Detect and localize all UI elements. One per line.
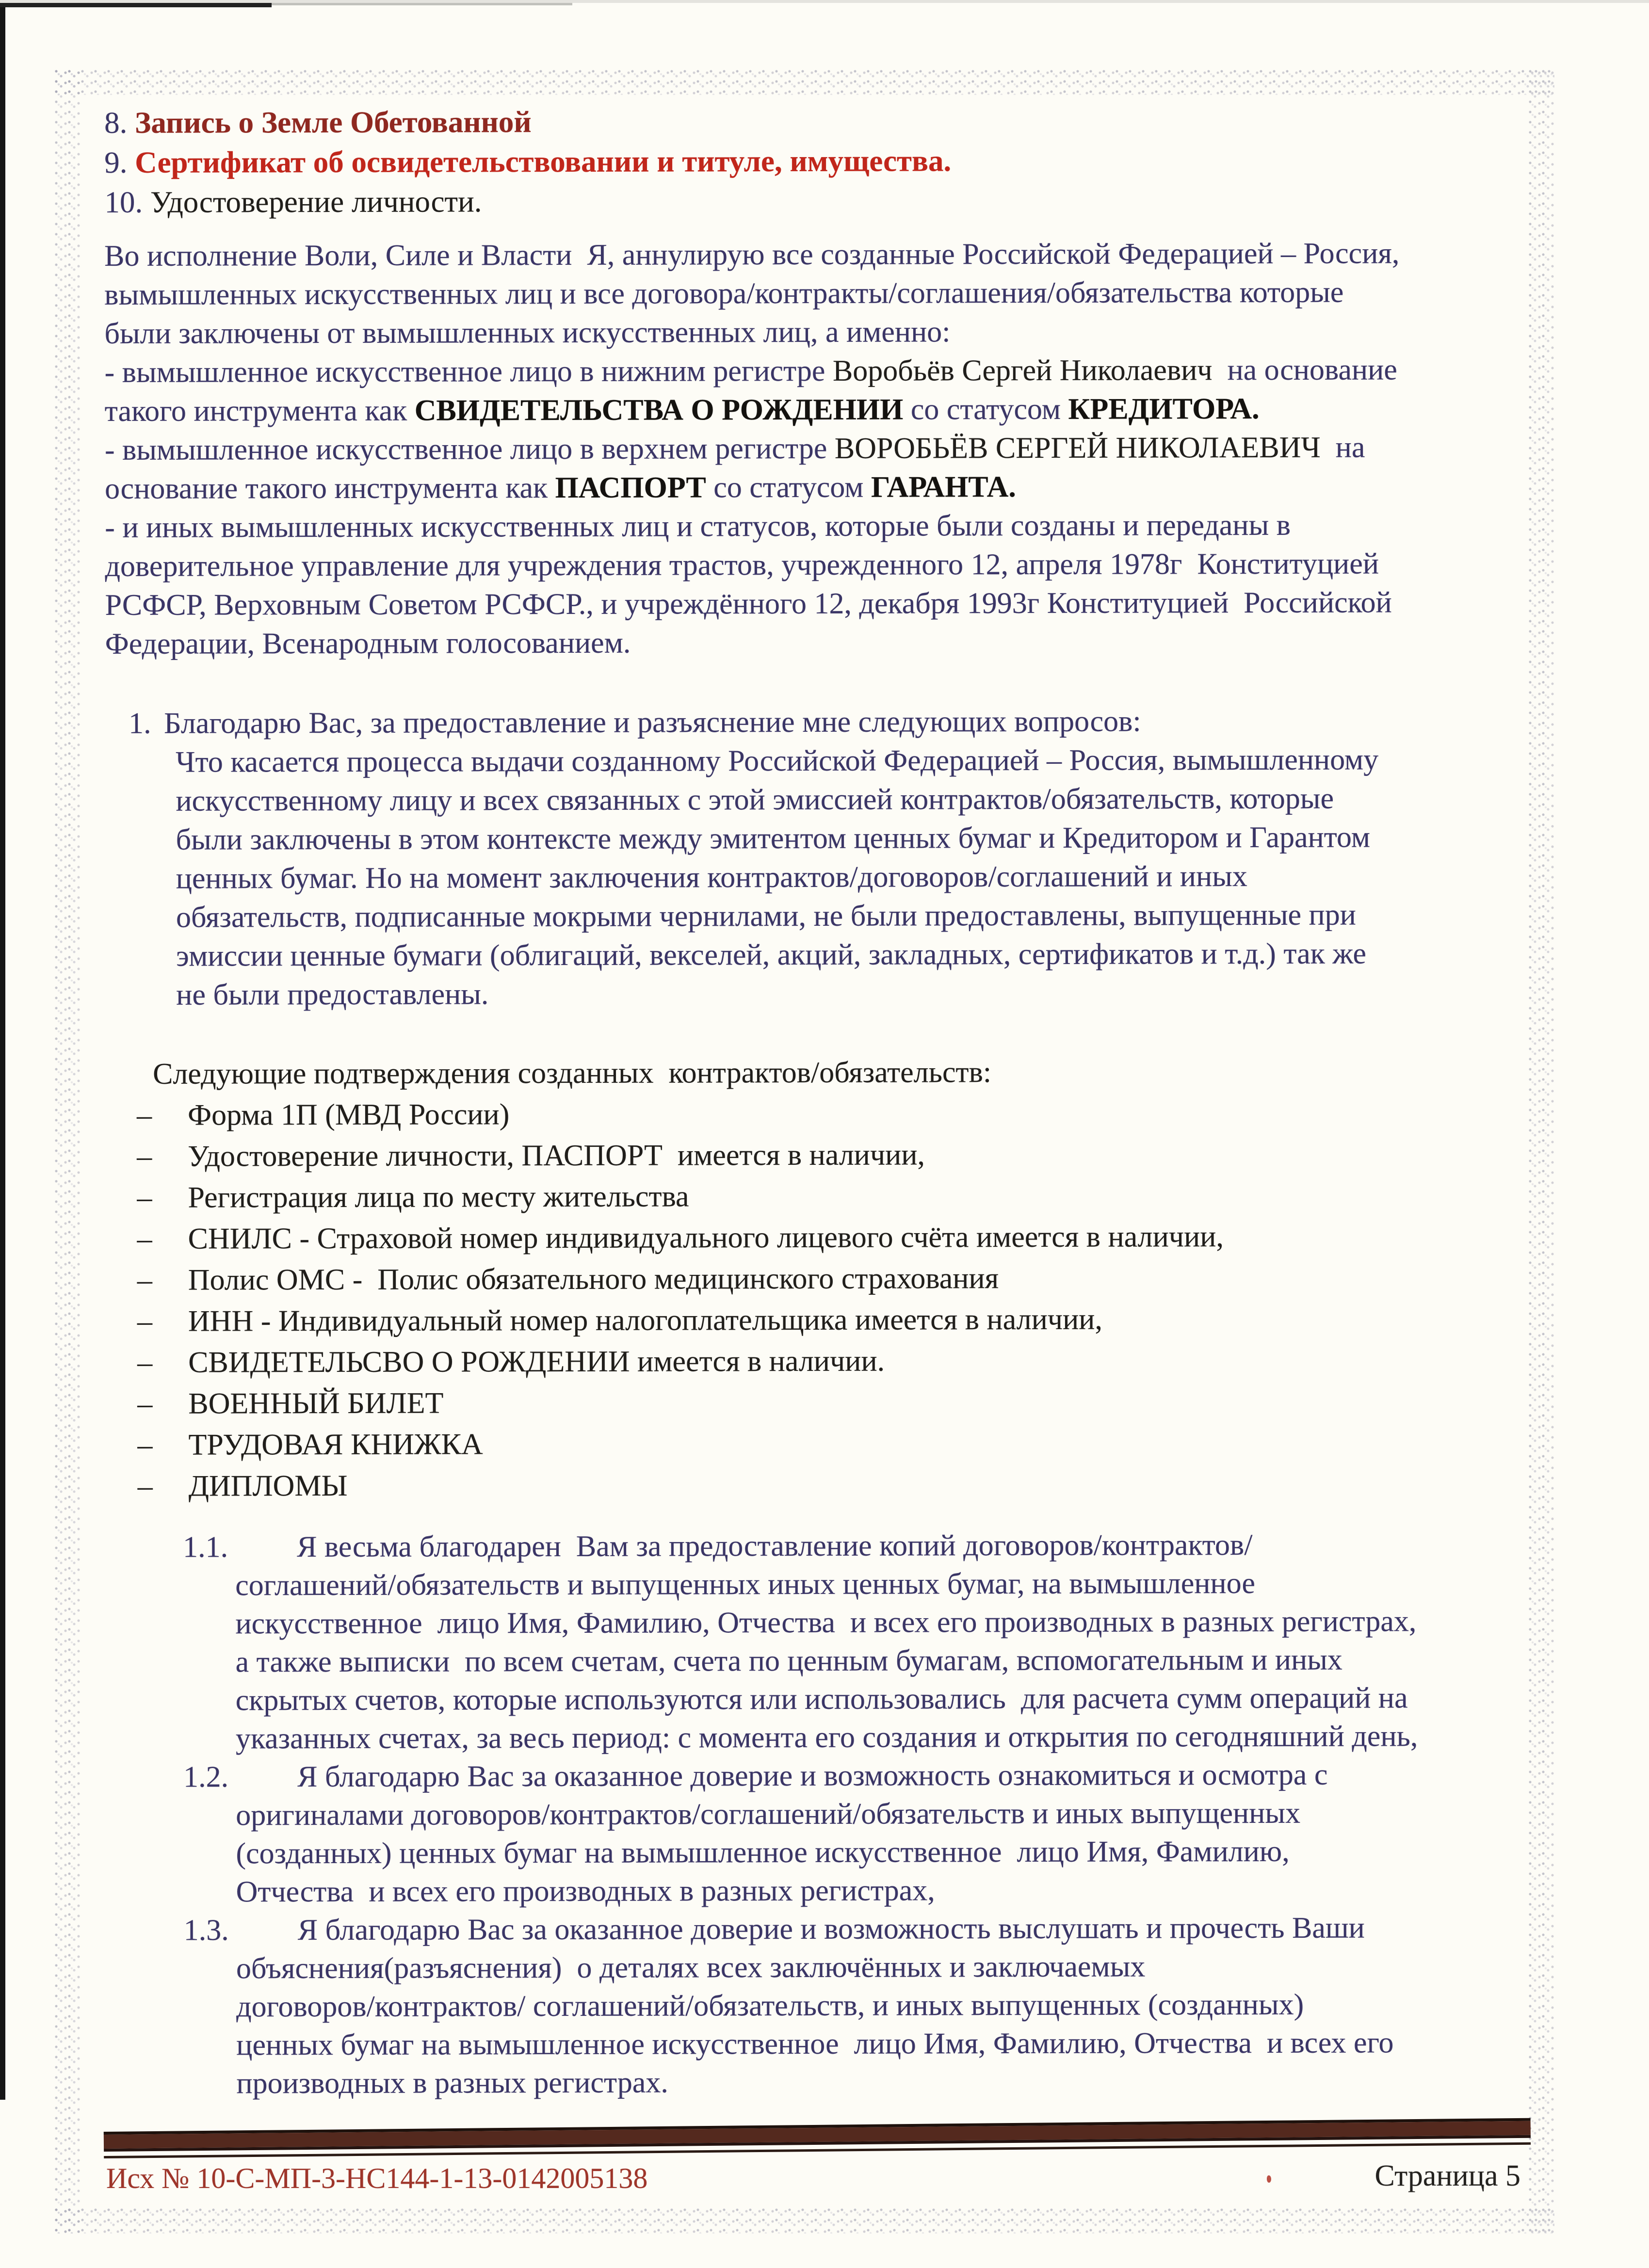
text-segment: искусственное лицо Имя, Фамилию, Отчества и всех его производных в разных регистрах, <box>235 1605 1417 1641</box>
text-segment: ценных бумаг. Но на момент заключения контрактов/договоров/соглашений и иных <box>176 860 1247 895</box>
text-segment: Удостоверение личности. <box>150 184 482 219</box>
sub-item-number: 1.1. <box>183 1530 228 1564</box>
heading-line <box>104 179 1569 222</box>
body-line <box>105 818 1569 859</box>
body-line <box>104 273 1569 314</box>
body-line <box>105 505 1569 547</box>
text-segment: эмиссии ценные бумаги (облигаций, векселей, акций, закладных, сертификатов и т.д.) так же <box>176 937 1366 973</box>
sub-item-line <box>104 1564 1569 1605</box>
list-item <box>104 1133 1569 1177</box>
decorative-border-left <box>54 69 81 2234</box>
decorative-border-bottom <box>54 2207 1554 2234</box>
body-line <box>105 895 1569 937</box>
intro-paragraph <box>104 234 1570 663</box>
text-segment: Форма 1П (МВД России) <box>188 1098 510 1132</box>
confirmations-header <box>104 1052 1569 1094</box>
body-line <box>105 389 1569 431</box>
text-segment: 9. <box>104 145 135 179</box>
body-line <box>104 234 1569 275</box>
text-segment: вымышленных искусственных лиц и все договора/контракты/соглашения/обязательства которые <box>104 275 1344 311</box>
text-segment: со статусом <box>706 470 871 504</box>
sub-item-line <box>105 1909 1570 1950</box>
text-segment: 10. <box>104 185 151 219</box>
list-item <box>105 1298 1569 1342</box>
text-segment: - вымышленное искусственное лицо в нижним регистре <box>104 354 833 389</box>
text-segment: - вымышленное искусственное лицо в верхнем регистре <box>104 432 835 466</box>
text-segment: Отчества и всех его производных в разных регистрах, <box>236 1874 935 1909</box>
text-segment: ценных бумаг на вымышленное искусственное лицо Имя, Фамилию, Отчества и всех его <box>236 2026 1394 2062</box>
text-segment: ПАСПОРТ <box>555 471 706 505</box>
bullet-dash: – <box>137 1263 152 1297</box>
text-segment: 8. <box>104 105 135 140</box>
text-segment: КРЕДИТОРА. <box>1068 392 1260 426</box>
list-item <box>105 1381 1569 1425</box>
page-number: Страница 5 <box>1374 2159 1520 2192</box>
bullet-dash: – <box>137 1428 153 1462</box>
text-segment: Удостоверение личности, ПАСПОРТ имеется в наличии, <box>188 1138 925 1173</box>
list-item <box>104 1092 1569 1136</box>
list-item <box>104 1174 1569 1219</box>
text-segment: Полис ОМС - Полис обязательного медицинского страхования <box>188 1262 999 1297</box>
bullet-dash: – <box>137 1387 153 1420</box>
text-segment: ГАРАНТА. <box>871 470 1016 504</box>
text-segment: указанных счетах, за весь период: с момента его создания и открытия по сегодняшний день, <box>235 1720 1418 1755</box>
list-item <box>105 1339 1569 1383</box>
list-number: 1. <box>129 707 151 740</box>
ink-speck <box>1267 2175 1271 2183</box>
text-segment: РСФСР, Верховным Советом РСФСР., и учреждённого 12, декабря 1993г Конституцией Российской <box>105 586 1392 622</box>
bullet-dash: – <box>137 1222 152 1255</box>
text-segment: ДИПЛОМЫ <box>188 1469 348 1503</box>
sub-item-number: 1.3. <box>183 1914 229 1947</box>
body-line <box>105 583 1570 625</box>
bullet-dash: – <box>137 1469 153 1503</box>
text-segment: не были предоставлены. <box>176 978 489 1012</box>
text-segment: были заключены в этом контексте между эмитентом ценных бумаг и Кредитором и Гарантом <box>176 820 1371 856</box>
text-segment: Запись о Земле Обетованной <box>135 105 532 140</box>
text-segment: искусственному лицу и всех связанных с этой эмиссией контрактов/обязательств, которые <box>176 782 1334 818</box>
sub-item-number: 1.2. <box>183 1760 229 1794</box>
text-segment: Воробьёв Сергей Николаевич <box>832 354 1212 387</box>
footer-rule <box>104 2118 1531 2158</box>
text-segment: обязательств, подписанные мокрыми чернилами, не были предоставлены, выпущенные при <box>176 898 1357 934</box>
text-segment: ТРУДОВАЯ КНИЖКА <box>188 1428 483 1462</box>
sub-item-line <box>105 2024 1570 2065</box>
text-segment: такого инструмента как <box>104 394 415 428</box>
document-header-list <box>104 100 1569 222</box>
sub-item-line <box>105 1679 1569 1720</box>
body-line <box>105 544 1569 586</box>
text-segment: ВОЕННЫЙ БИЛЕТ <box>188 1386 444 1420</box>
body-line <box>104 740 1569 782</box>
text-segment: производных в разных регистрах. <box>236 2066 668 2100</box>
sub-items-block <box>104 1526 1570 2103</box>
body-line <box>105 428 1569 469</box>
text-segment: доверительное управление для учреждения трастов, учрежденного 12, апреля 1978г Конституцией <box>105 547 1379 583</box>
list-item <box>105 1422 1569 1466</box>
body-line <box>104 701 1569 743</box>
text-segment: объяснения(разъяснения) о деталях всех заключённых и заключаемых <box>236 1950 1146 1985</box>
text-segment: а также выписки по всем счетам, счета по ценным бумагам, вспомогательным и иных <box>235 1643 1342 1679</box>
sub-item-line <box>105 1832 1569 1873</box>
bullet-dash: – <box>137 1140 152 1173</box>
body-line <box>105 934 1569 976</box>
text-segment: ВОРОБЬЁВ СЕРГЕЙ НИКОЛАЕВИЧ <box>834 431 1321 465</box>
sub-item-line <box>105 1947 1570 1988</box>
body-line <box>105 350 1569 392</box>
scan-edge-top <box>0 0 1649 3</box>
text-segment: Федерации, Всенародным голосованием. <box>105 626 631 660</box>
body-line <box>104 779 1569 820</box>
text-segment: Сертификат об освидетельствовании и титуле, имущества. <box>135 144 952 179</box>
outgoing-number: Исх № 10-С-МП-3-НС144-1-13-0142005138 <box>106 2162 648 2194</box>
text-segment: - и иных вымышленных искусственных лиц и статусов, которые были созданы и переданы в <box>105 508 1291 544</box>
body-line <box>104 311 1569 353</box>
text-segment: Я весьма благодарен Вам за предоставление копий договоров/контрактов/ <box>297 1528 1253 1564</box>
sub-item-line <box>104 1602 1569 1643</box>
decorative-border-top <box>54 69 1554 95</box>
sub-item-line <box>104 1526 1569 1567</box>
sub-item-line <box>105 1870 1569 1912</box>
text-segment: договоров/контрактов/ соглашений/обязательств, и иных выпущенных (созданных) <box>236 1988 1304 2024</box>
sub-item-line <box>105 1755 1569 1797</box>
sub-item-line <box>105 1717 1569 1758</box>
confirmations-header-line <box>104 1052 1569 1094</box>
text-segment: Следующие подтверждения созданных контрактов/обязательств: <box>153 1056 992 1091</box>
sub-item-line <box>104 1641 1569 1682</box>
text-segment: СВИДЕТЕЛЬСТВА О РОЖДЕНИИ <box>414 393 904 427</box>
footer <box>0 2159 1649 2201</box>
sub-item-line <box>105 2062 1570 2103</box>
text-segment: со статусом <box>903 392 1068 426</box>
text-segment: СВИДЕТЕЛЬСВО О РОЖДЕНИИ имеется в наличии. <box>188 1344 885 1379</box>
text-segment: соглашений/обязательств и выпущенных иных ценных бумаг, на вымышленное <box>235 1567 1256 1602</box>
text-segment: Регистрация лица по месту жительства <box>188 1180 689 1214</box>
body-line <box>105 973 1569 1014</box>
text-segment: на основание <box>1212 353 1397 387</box>
heading-line <box>104 140 1569 182</box>
text-segment: основание такого инструмента как <box>105 471 555 505</box>
sub-item-line <box>105 1794 1569 1835</box>
text-segment: СНИЛС - Страховой номер индивидуального лицевого счёта имеется в наличии, <box>188 1220 1224 1255</box>
text-segment: Во исполнение Воли, Силе и Власти Я, аннулирую все созданные Российской Федерацией – Россия, <box>104 237 1400 273</box>
text-segment: оригиналами договоров/контрактов/соглашений/обязательств и иных выпущенных <box>236 1796 1301 1832</box>
heading-line <box>104 100 1569 143</box>
text-segment: (созданных) ценных бумаг на вымышленное искусственное лицо Имя, Фамилию, <box>236 1834 1290 1870</box>
sub-item-line <box>105 1985 1570 2027</box>
text-segment: Благодарю Вас, за предоставление и разъяснение мне следующих вопросов: <box>164 705 1141 740</box>
body-line <box>105 622 1570 663</box>
text-segment: ИНН - Индивидуальный номер налогоплательщика имеется в наличии, <box>188 1303 1102 1338</box>
scan-edge-left <box>0 0 5 2100</box>
list-item <box>105 1257 1569 1301</box>
body-line <box>105 856 1569 898</box>
body-line <box>105 466 1569 508</box>
text-segment: на <box>1320 431 1365 464</box>
text-segment: Я благодарю Вас за оказанное доверие и возможность ознакомиться и осмотра с <box>297 1758 1328 1794</box>
bullet-dash: – <box>137 1098 152 1132</box>
text-segment: Что касается процесса выдачи созданному Российской Федерацией – Россия, вымышленному <box>176 743 1379 779</box>
text-segment: Я благодарю Вас за оказанное доверие и возможность выслушать и прочесть Ваши <box>297 1911 1365 1947</box>
list-item <box>105 1216 1569 1260</box>
bullet-dash: – <box>137 1346 153 1379</box>
confirmations-list <box>104 1092 1570 1507</box>
numbered-item-1 <box>104 701 1569 1014</box>
text-segment: были заключены от вымышленных искусственных лиц, а именно: <box>104 315 951 350</box>
list-item <box>105 1463 1570 1507</box>
text-segment: скрытых счетов, которые используются или использовались для расчета сумм операций на <box>235 1681 1408 1717</box>
bullet-dash: – <box>137 1304 153 1338</box>
bullet-dash: – <box>137 1181 152 1214</box>
